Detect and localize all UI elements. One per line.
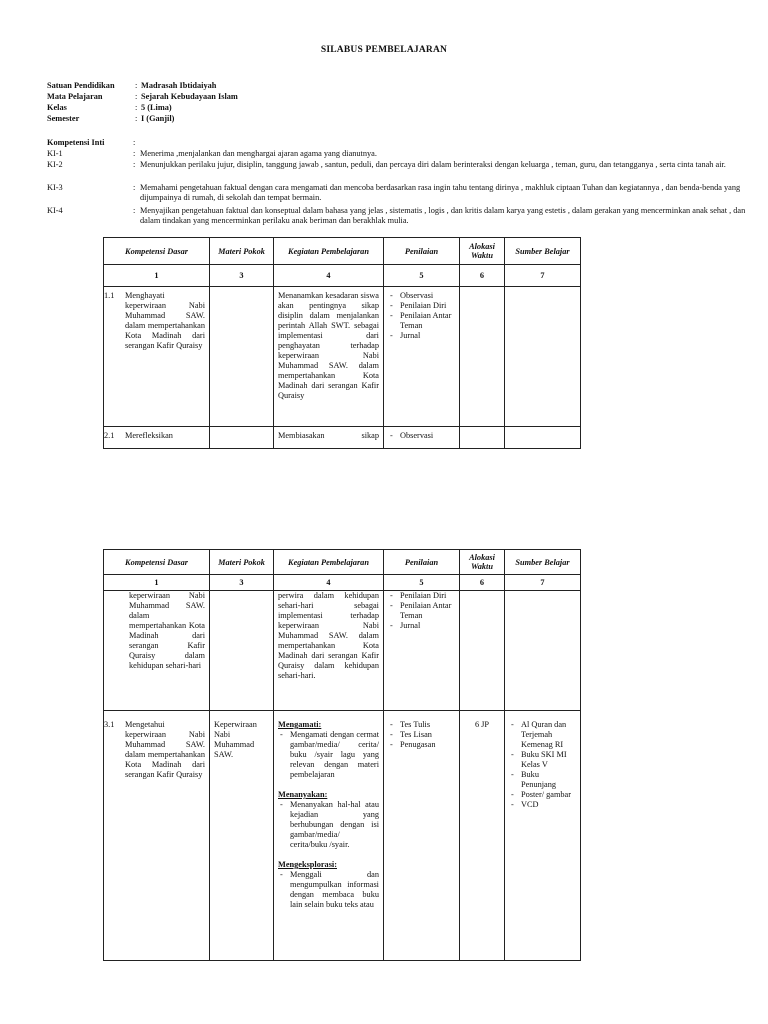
sumber-cell bbox=[505, 711, 580, 814]
penilaian-item: - Jurnal bbox=[388, 331, 455, 341]
penilaian-item: - Penilaian Antar Teman bbox=[388, 311, 455, 331]
col-number: 7 bbox=[505, 575, 581, 591]
ki-text: Menyajikan pengetahuan faktual dan konseptual dalam bahasa yang jelas , sistematis , logis , dan kritis dalam karya yang estetis , dalam gerakan yang mencerminkan anak sehat , dan dalam tindakan yang mencerminkan perilaku anak beriman dan berakhlak mulia. bbox=[140, 206, 746, 225]
sumber-item: - VCD bbox=[509, 800, 576, 810]
penilaian-item: - Observasi bbox=[388, 431, 455, 441]
kd-number: 1.1 bbox=[104, 291, 115, 300]
kegiatan-cell: Membiasakan sikap bbox=[278, 431, 379, 440]
meta-value: Madrasah Ibtidaiyah bbox=[141, 81, 217, 90]
col-number: 1 bbox=[104, 575, 210, 591]
alokasi-cell bbox=[460, 287, 504, 295]
col-number: 4 bbox=[274, 265, 384, 287]
kegiatan-cell: perwira dalam kehidupan sehari-hari sebagai implementasi terhadap keperwiraan Nabi Muhammad SAW. dalam mempertahankan Kota Madinah dari serangan Kafir Quraisy dalam kehidupan sehari-hari. bbox=[278, 591, 379, 680]
header-penilaian: Penilaian bbox=[384, 238, 460, 265]
kegiatan-cell: Menanamkan kesadaran siswa akan pentingnya sikap disiplin dalam menjalankan perintah Allah SWT. sebagai implementasi dari penghayatan terhadap keperwiraan Nabi Muhammad SAW. dalam mempertahankan Kota Madinah dari serangan Kafir Quraisy bbox=[278, 291, 379, 400]
header-sumber: Sumber Belajar bbox=[505, 550, 581, 575]
meta-label: Semester bbox=[47, 114, 80, 123]
header-penilaian: Penilaian bbox=[384, 550, 460, 575]
meta-value: 5 (Lima) bbox=[141, 103, 172, 112]
penilaian-item: - Penilaian Diri bbox=[388, 591, 455, 601]
table-header-row bbox=[104, 550, 581, 575]
header-kegiatan: Kegiatan Pembelajaran bbox=[274, 550, 384, 575]
penilaian-item: - Tes Tulis bbox=[388, 720, 455, 730]
header-materi-pokok: Materi Pokok bbox=[210, 550, 274, 575]
kd-cell: keperwiraan Nabi Muhammad SAW. dalam mempertahankan Kota Madinah dari serangan Kafir Quraisy dalam kehidupan sehari-hari bbox=[129, 591, 205, 670]
col-number: 5 bbox=[384, 575, 460, 591]
penilaian-item: - Tes Lisan bbox=[388, 730, 455, 740]
col-number: 3 bbox=[210, 265, 274, 287]
header-sumber: Sumber Belajar bbox=[505, 238, 581, 265]
table-row bbox=[104, 711, 581, 961]
header-alokasi: Alokasi Waktu bbox=[460, 550, 505, 575]
table-row bbox=[104, 427, 581, 449]
table-header-row bbox=[104, 238, 581, 265]
sumber-cell bbox=[505, 287, 580, 295]
kegiatan-item: - Mengamati dengan cermat gambar/media/ cerita/ buku /syair lagu yang relevan dengan materi pembelajaran bbox=[278, 730, 379, 780]
ki-text: Memahami pengetahuan faktual dengan cara mengamati dan mencoba berdasarkan rasa ingin tahu tentang dirinya , makhluk ciptaan Tuhan dan kegiatannya , dan benda-benda yang dijumpainya di rumah, di sekolah dan tempat bermain. bbox=[140, 183, 741, 202]
sumber-item: - Buku SKI MI Kelas V bbox=[509, 750, 576, 770]
materi-cell bbox=[210, 287, 273, 295]
header-kegiatan: Kegiatan Pembelajaran bbox=[274, 238, 384, 265]
syllabus-table-page1 bbox=[103, 237, 581, 449]
col-number: 6 bbox=[460, 265, 505, 287]
meta-label: Satuan Pendidikan bbox=[47, 81, 115, 90]
kd-text: Menghayati keperwiraan Nabi Muhammad SAW. dalam mempertahankan Kota Madinah dari serangan Kafir Quraisy bbox=[125, 291, 205, 350]
penilaian-item: - Penilaian Diri bbox=[388, 301, 455, 311]
kegiatan-cell bbox=[274, 711, 383, 914]
kd-cell bbox=[104, 711, 209, 784]
table-row bbox=[104, 591, 581, 711]
meta-row-semester: Semester : I (Ganjil) bbox=[47, 114, 175, 123]
col-number: 7 bbox=[505, 265, 581, 287]
col-number: 1 bbox=[104, 265, 210, 287]
meta-row-kelas: Kelas : 5 (Lima) bbox=[47, 103, 172, 112]
sumber-item: - Buku Penunjang bbox=[509, 770, 576, 790]
ki-text: Menunjukkan perilaku jujur, disiplin, tanggung jawab , santun, peduli, dan percaya diri dalam berinteraksi dengan keluarga , teman, guru, dan tetangganya , serta cinta tanah air. bbox=[140, 160, 726, 169]
kegiatan-item: - Menggali dan mengumpulkan informasi dengan membaca buku lain selain buku teks atau bbox=[278, 870, 379, 910]
sumber-item: - Al Quran dan Terjemah Kemenag RI bbox=[509, 720, 576, 750]
table-number-row bbox=[104, 265, 581, 287]
sumber-item: - Poster/ gambar bbox=[509, 790, 576, 800]
col-number: 6 bbox=[460, 575, 505, 591]
header-alokasi: Alokasi Waktu bbox=[460, 238, 505, 265]
ki-label: KI-4 bbox=[47, 206, 63, 215]
ki-heading: Kompetensi Inti bbox=[47, 138, 105, 147]
ki-label: KI-2 bbox=[47, 160, 63, 169]
kd-cell bbox=[104, 427, 209, 445]
syllabus-table-page2 bbox=[103, 549, 581, 961]
kd-cell bbox=[104, 287, 209, 355]
kd-text: Mengetahui keperwiraan Nabi Muhammad SAW. dalam mempertahankan Kota Madinah dari serangan Kafir Quraisy bbox=[125, 720, 205, 779]
table-row bbox=[104, 287, 581, 427]
meta-row-satuan: Satuan Pendidikan : Madrasah Ibtidaiyah bbox=[47, 81, 217, 90]
ki-label: KI-3 bbox=[47, 183, 63, 192]
penilaian-item: - Observasi bbox=[388, 291, 455, 301]
penilaian-cell bbox=[384, 711, 459, 754]
header-kompetensi-dasar: Kompetensi Dasar bbox=[104, 238, 210, 265]
penilaian-item: - Jurnal bbox=[388, 621, 455, 631]
kd-text: Merefleksikan bbox=[125, 431, 173, 440]
col-number: 5 bbox=[384, 265, 460, 287]
penilaian-item: - Penilaian Antar Teman bbox=[388, 601, 455, 621]
kegiatan-item: - Menanyakan hal-hal atau kejadian yang berhubungan dengan isi gambar/media/ cerita/buku /syair. bbox=[278, 800, 379, 850]
kd-number: 3.1 bbox=[104, 720, 115, 729]
kd-number: 2.1 bbox=[104, 431, 115, 440]
meta-label: Kelas bbox=[47, 103, 67, 112]
header-materi-pokok: Materi Pokok bbox=[210, 238, 274, 265]
alokasi-cell: 6 JP bbox=[474, 720, 490, 729]
table-number-row bbox=[104, 575, 581, 591]
ki-text: Menerima ,menjalankan dan menghargai ajaran agama yang dianutnya. bbox=[140, 149, 377, 158]
meta-value: Sejarah Kebudayaan Islam bbox=[141, 92, 238, 101]
penilaian-cell bbox=[384, 287, 459, 345]
penilaian-item: - Penugasan bbox=[388, 740, 455, 750]
document-title: SILABUS PEMBELAJARAN bbox=[320, 45, 448, 55]
penilaian-cell bbox=[384, 427, 459, 445]
penilaian-cell bbox=[384, 591, 459, 635]
col-number: 4 bbox=[274, 575, 384, 591]
meta-row-mapel: Mata Pelajaran : Sejarah Kebudayaan Islam bbox=[47, 92, 238, 101]
meta-value: I (Ganjil) bbox=[141, 114, 175, 123]
materi-cell: Keperwiraan Nabi Muhammad SAW. bbox=[214, 720, 257, 759]
mengamati-heading: Mengamati: bbox=[278, 720, 322, 729]
col-number: 3 bbox=[210, 575, 274, 591]
header-kompetensi-dasar: Kompetensi Dasar bbox=[104, 550, 210, 575]
meta-label: Mata Pelajaran bbox=[47, 92, 103, 101]
eksplorasi-heading: Mengeksplorasi: bbox=[278, 860, 337, 869]
ki-label: KI-1 bbox=[47, 149, 63, 158]
menanya-heading: Menanyakan: bbox=[278, 790, 328, 799]
identity-block bbox=[47, 81, 238, 125]
